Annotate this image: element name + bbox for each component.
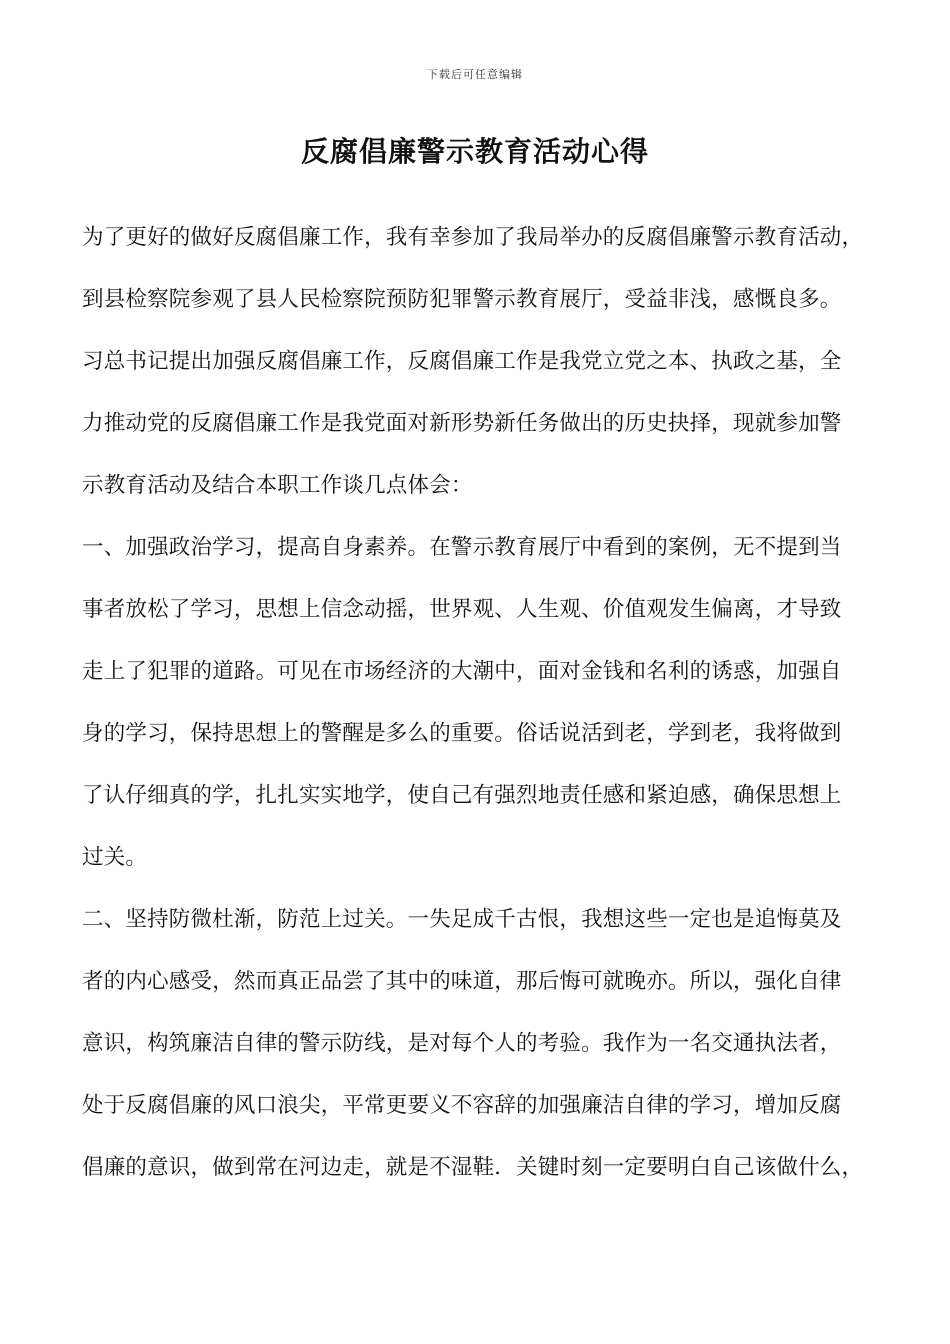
text-line: 身的学习，保持思想上的警醒是多么的重要。俗话说活到老，学到老，我将做到	[82, 721, 842, 746]
text-line: 一、加强政治学习，提高自身素养。在警示教育展厅中看到的案例，无不提到当	[82, 535, 842, 560]
text-line: 到县检察院参观了县人民检察院预防犯罪警示教育展厅，受益非浅，感慨良多。	[82, 287, 842, 312]
document-title: 反腐倡廉警示教育活动心得	[300, 135, 649, 168]
body-text	[82, 207, 872, 1199]
text-line: 示教育活动及结合本职工作谈几点体会：	[82, 473, 473, 498]
text-line: 事者放松了学习，思想上信念动摇，世界观、人生观、价值观发生偏离，才导致	[82, 597, 842, 622]
text-line: 倡廉的意识，做到常在河边走，就是不湿鞋．关键时刻一定要明白自己该做什么，	[82, 1155, 864, 1180]
text-line: 习总书记提出加强反腐倡廉工作，反腐倡廉工作是我党立党之本、执政之基，全	[82, 349, 842, 374]
text-line: 过关。	[82, 845, 148, 870]
text-line: 走上了犯罪的道路。可见在市场经济的大潮中，面对金钱和名利的诱惑，加强自	[82, 659, 842, 684]
text-line: 为了更好的做好反腐倡廉工作，我有幸参加了我局举办的反腐倡廉警示教育活动，	[82, 225, 864, 250]
text-line: 意识，构筑廉洁自律的警示防线，是对每个人的考验。我作为一名交通执法者，	[82, 1031, 842, 1056]
text-line: 力推动党的反腐倡廉工作是我党面对新形势新任务做出的历史抉择，现就参加警	[82, 411, 842, 436]
text-line: 二、坚持防微杜渐，防范上过关。一失足成千古恨，我想这些一定也是追悔莫及	[82, 907, 842, 932]
text-line: 了认仔细真的学，扎扎实实地学，使自己有强烈地责任感和紧迫感，确保思想上	[82, 783, 842, 808]
header-note: 下载后可任意编辑	[427, 68, 523, 81]
text-line: 者的内心感受，然而真正品尝了其中的味道，那后悔可就晚亦。所以，强化自律	[82, 969, 842, 994]
text-line: 处于反腐倡廉的风口浪尖，平常更要义不容辞的加强廉洁自律的学习，增加反腐	[82, 1093, 842, 1118]
